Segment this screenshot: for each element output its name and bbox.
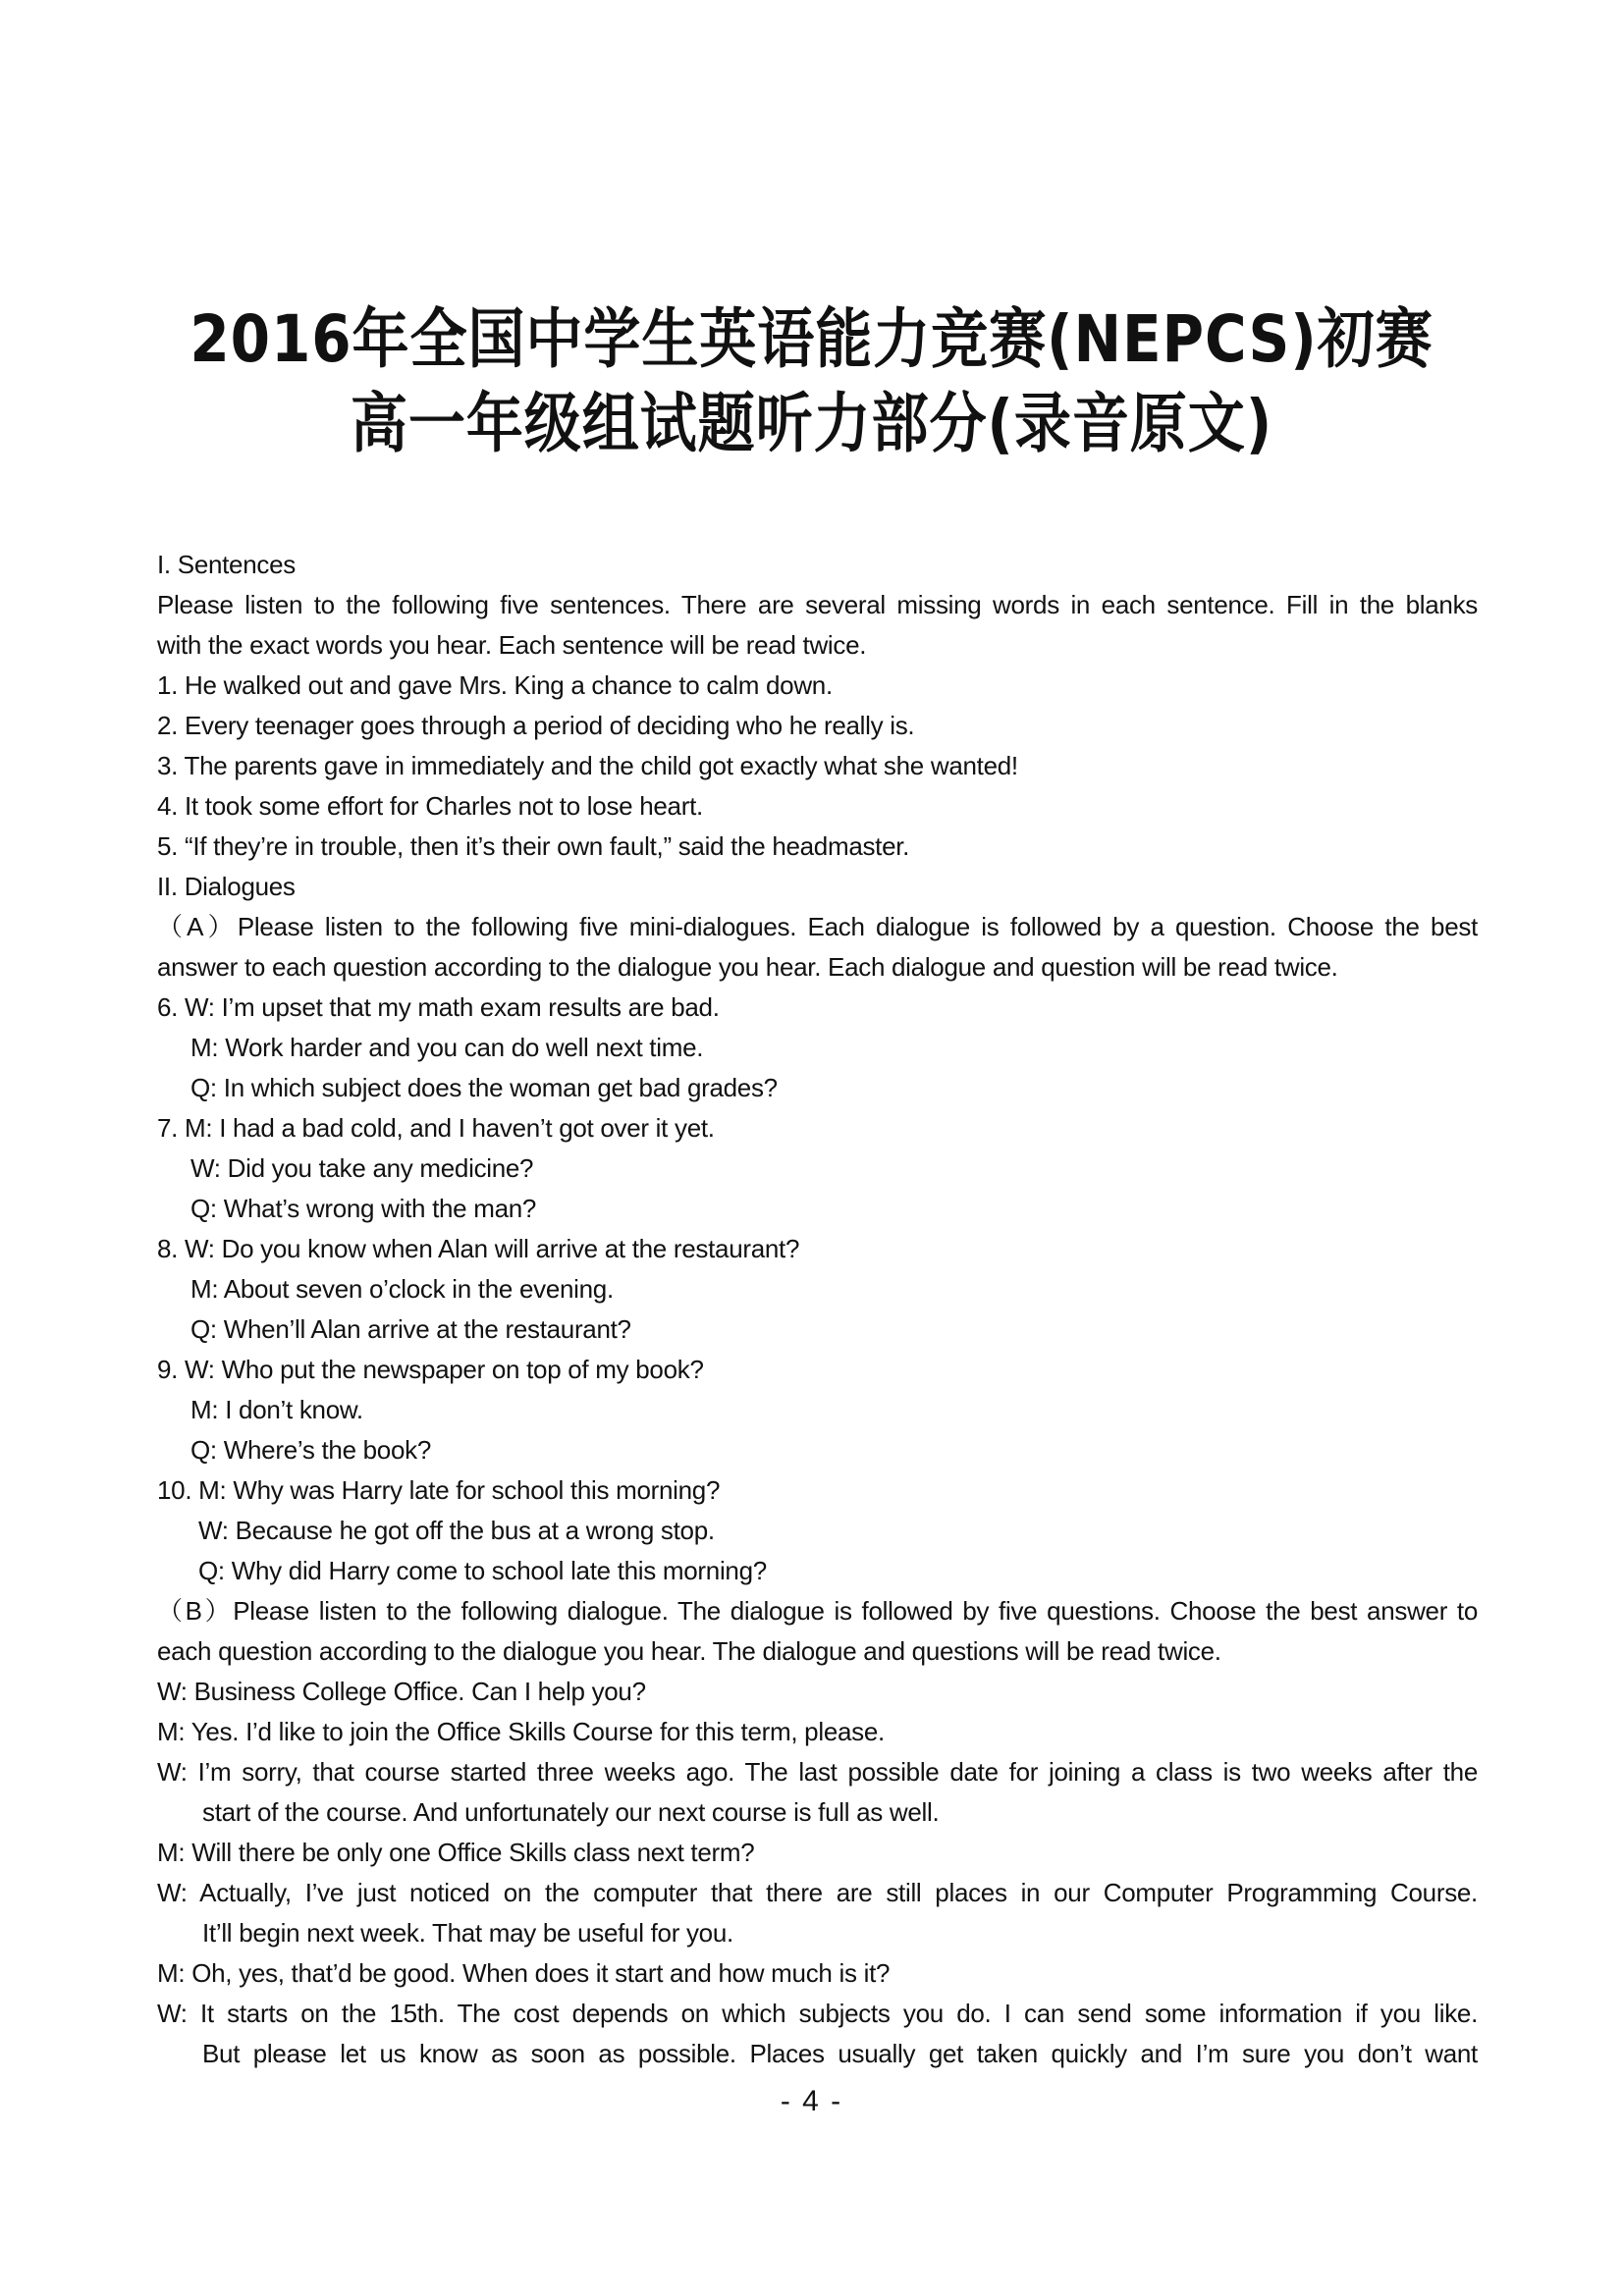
section1-heading: I. Sentences: [157, 550, 296, 579]
sentence-item: 1. He walked out and gave Mrs. King a chance to calm down.: [157, 670, 833, 700]
partB-instructions-line1: （B）Please listen to the following dialogue. The dialogue is followed by five questions. Choose the best answer to: [157, 1596, 1478, 1626]
conversation-line: W: Business College Office. Can I help you?: [157, 1677, 646, 1706]
dialogue-question: Q: What’s wrong with the man?: [190, 1194, 537, 1223]
section1-instructions-line1: Please listen to the following five sentences. There are several missing words in each sentence. Fill in the blanks: [157, 590, 1478, 619]
section1-instructions-line2: with the exact words you hear. Each sentence will be read twice.: [157, 630, 867, 660]
dialogue-line: M: About seven o’clock in the evening.: [190, 1274, 614, 1304]
dialogue-line: M: I don’t know.: [190, 1395, 363, 1424]
conversation-line: W: Actually, I’ve just noticed on the computer that there are still places in our Computer Programming Course.: [157, 1878, 1478, 1907]
sentence-item: 4. It took some effort for Charles not to lose heart.: [157, 791, 703, 821]
sentence-item: 5. “If they’re in trouble, then it’s their own fault,” said the headmaster.: [157, 831, 910, 861]
sentence-item: 3. The parents gave in immediately and the child got exactly what she wanted!: [157, 751, 1018, 780]
conversation-line: W: I’m sorry, that course started three weeks ago. The last possible date for joining a class is two weeks after the: [157, 1757, 1478, 1787]
dialogue-line: M: Work harder and you can do well next time.: [190, 1033, 704, 1062]
partA-instructions-line2: answer to each question according to the dialogue you hear. Each dialogue and question will be read twice.: [157, 952, 1338, 982]
page-number: - 4 -: [780, 2085, 843, 2117]
conversation-line: start of the course. And unfortunately our next course is full as well.: [202, 1797, 940, 1827]
conversation-line: M: Will there be only one Office Skills class next term?: [157, 1838, 755, 1867]
dialogue-line: W: Because he got off the bus at a wrong stop.: [198, 1516, 715, 1545]
dialogue-question: Q: In which subject does the woman get bad grades?: [190, 1073, 778, 1102]
conversation-line: It’ll begin next week. That may be useful for you.: [202, 1918, 733, 1948]
dialogue-line: 9. W: Who put the newspaper on top of my book?: [157, 1355, 704, 1384]
dialogue-line: 7. M: I had a bad cold, and I haven’t got over it yet.: [157, 1113, 715, 1143]
page-title-line2: 高一年级组试题听力部分(录音原文): [350, 386, 1273, 461]
partA-instructions-line1: （A）Please listen to the following five mini-dialogues. Each dialogue is followed by a question. Choose the best: [157, 912, 1478, 941]
conversation-line: M: Yes. I’d like to join the Office Skills Course for this term, please.: [157, 1717, 885, 1746]
sentence-item: 2. Every teenager goes through a period of deciding who he really is.: [157, 711, 915, 740]
dialogue-question: Q: Why did Harry come to school late this morning?: [198, 1556, 767, 1585]
section2-heading: II. Dialogues: [157, 872, 296, 901]
dialogue-question: Q: When’ll Alan arrive at the restaurant?: [190, 1314, 631, 1344]
page-title-line1: 2016年全国中学生英语能力竞赛(NEPCS)初赛: [189, 301, 1434, 377]
partB-instructions-line2: each question according to the dialogue you hear. The dialogue and questions will be read twice.: [157, 1636, 1221, 1666]
dialogue-question: Q: Where’s the book?: [190, 1435, 431, 1465]
conversation-line: But please let us know as soon as possible. Places usually get taken quickly and I’m sure you don’t want: [202, 2039, 1478, 2068]
dialogue-line: 8. W: Do you know when Alan will arrive at the restaurant?: [157, 1234, 800, 1263]
conversation-line: M: Oh, yes, that’d be good. When does it start and how much is it?: [157, 1958, 891, 1988]
dialogue-line: W: Did you take any medicine?: [190, 1153, 534, 1183]
dialogue-line: 10. M: Why was Harry late for school this morning?: [157, 1475, 721, 1505]
listening-script: [157, 545, 1478, 2074]
dialogue-line: 6. W: I’m upset that my math exam results are bad.: [157, 992, 720, 1022]
conversation-line: W: It starts on the 15th. The cost depends on which subjects you do. I can send some information if you like.: [157, 1999, 1478, 2028]
